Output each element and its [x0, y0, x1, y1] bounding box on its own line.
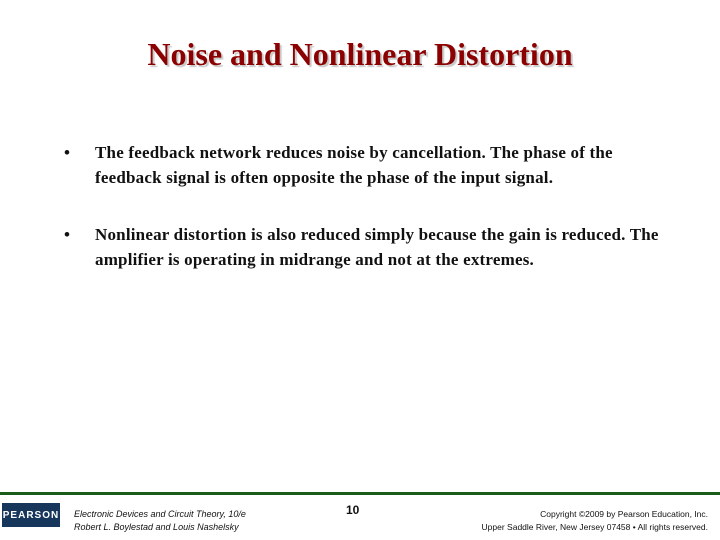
logo-text: PEARSON	[2, 509, 60, 521]
bullet-marker: •	[64, 225, 71, 244]
page-number: 10	[346, 503, 360, 517]
book-citation	[74, 508, 246, 534]
book-authors: Robert L. Boylestad and Louis Nashelsky	[74, 522, 239, 532]
slide-title: Noise and Nonlinear Distortion	[147, 36, 573, 72]
bullet-list	[60, 140, 660, 304]
pearson-logo	[2, 503, 60, 527]
bullet-text: The feedback network reduces noise by cancellation. The phase of the feedback signal is often opposite the phase of the input signal.	[95, 143, 613, 187]
bullet-marker: •	[64, 143, 71, 162]
footer-divider	[0, 492, 720, 495]
bullet-item	[60, 140, 660, 190]
bullet-item	[60, 222, 660, 272]
bullet-text: Nonlinear distortion is also reduced simply because the gain is reduced. The amplifier is operating in midrange and not at the extremes.	[95, 225, 659, 269]
copyright-line-2: Upper Saddle River, New Jersey 07458 • All rights reserved.	[481, 522, 708, 532]
book-title: Electronic Devices and Circuit Theory, 10/e	[74, 509, 246, 519]
copyright-line-1: Copyright ©2009 by Pearson Education, Inc.	[540, 509, 708, 519]
copyright-notice	[482, 508, 708, 534]
